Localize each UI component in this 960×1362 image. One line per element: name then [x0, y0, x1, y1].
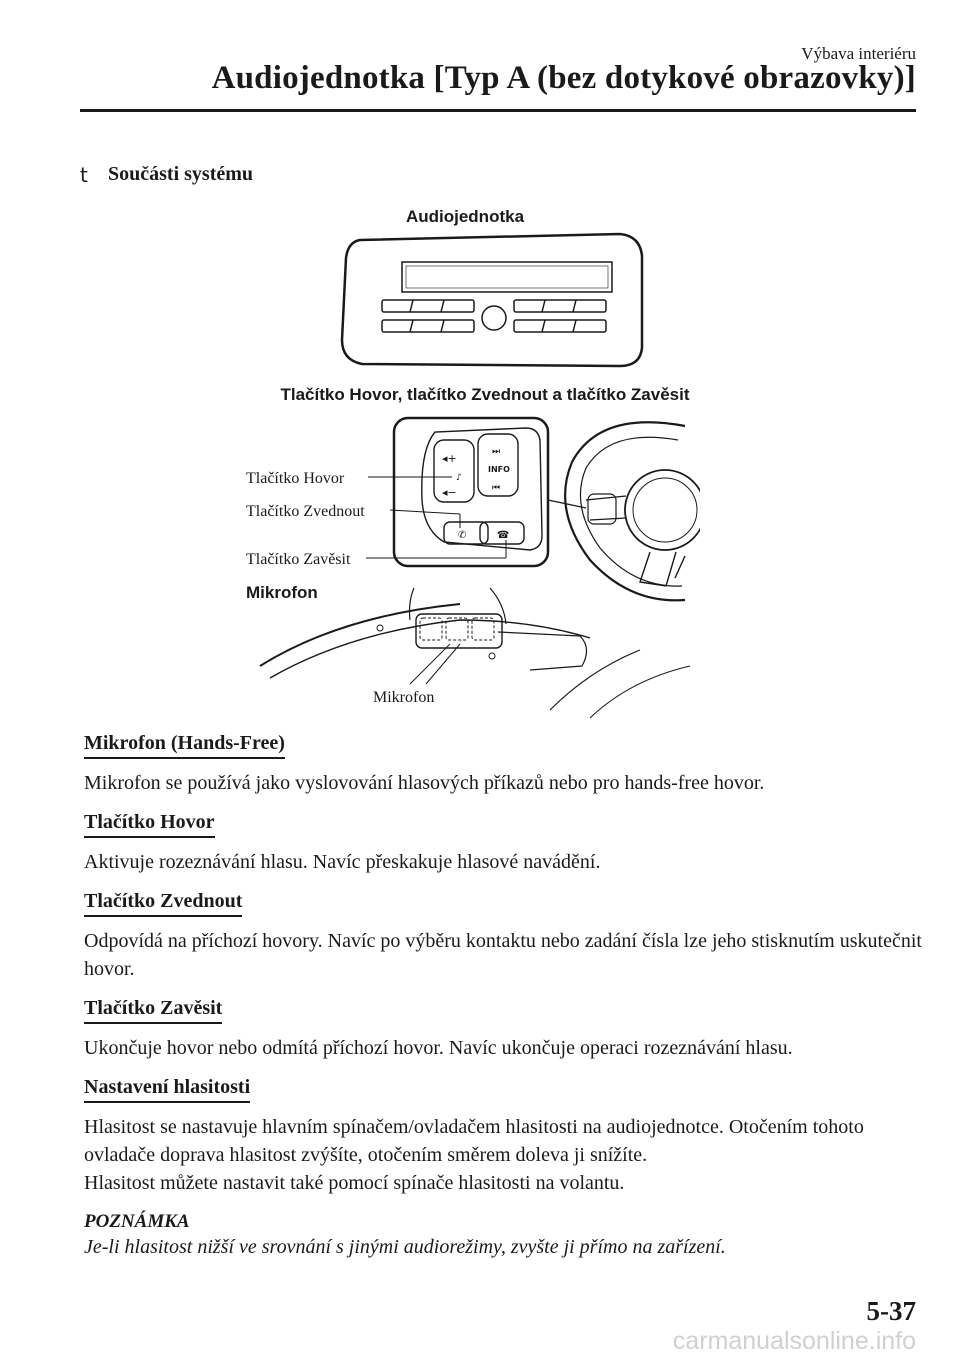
- section-bullet-icon: t: [80, 163, 88, 187]
- note-label: POZNÁMKA: [84, 1211, 190, 1232]
- next-track-icon: ⏭: [492, 447, 501, 457]
- microphone-illustration: [260, 588, 690, 718]
- content-body: [84, 732, 924, 1261]
- label-pickup-button: Tlačítko Zvednout: [246, 503, 365, 520]
- item-description: Aktivuje rozeznávání hlasu. Navíc přeskakuje hlasové navádění.: [84, 851, 601, 873]
- volume-down-icon: ◂−: [442, 486, 457, 499]
- item-heading: Tlačítko Zvednout: [84, 890, 242, 917]
- components-illustration: [230, 200, 700, 720]
- hang-up-icon: ☎: [497, 530, 510, 541]
- item-pickup-button: [84, 890, 924, 983]
- label-hangup-button: Tlačítko Zavěsit: [246, 551, 351, 568]
- label-microphone: Mikrofon: [373, 689, 435, 706]
- audio-unit-illustration: [342, 234, 642, 366]
- item-description: Ukončuje hovor nebo odmítá příchozí hovor. Navíc ukončuje operaci rozeznávání hlasu.: [84, 1037, 793, 1059]
- section-heading: Součásti systému: [108, 163, 254, 185]
- item-description: Mikrofon se používá jako vyslovování hlasových příkazů nebo pro hands-free hovor.: [84, 772, 765, 794]
- item-microphone: [84, 732, 924, 797]
- item-heading: Nastavení hlasitosti: [84, 1076, 250, 1103]
- label-talk-button: Tlačítko Hovor: [246, 470, 345, 487]
- header-divider: [80, 109, 916, 112]
- steering-wheel-illustration: [548, 422, 700, 600]
- item-talk-button: [84, 811, 924, 876]
- label-steering-buttons: Tlačítko Hovor, tlačítko Zvednout a tlačítko Zavěsit: [280, 385, 690, 404]
- item-heading: Tlačítko Zavěsit: [84, 997, 222, 1024]
- item-description: Odpovídá na příchozí hovory. Navíc po výběru kontaktu nebo zadání čísla lze jeho stisknutím uskutečnit hovor.: [84, 930, 922, 980]
- talk-icon: ♪: [456, 473, 462, 483]
- previous-track-icon: ⏮: [492, 483, 501, 493]
- item-hangup-button: [84, 997, 924, 1062]
- header-section-name: Výbava interiéru: [801, 44, 916, 63]
- page-number: 5-37: [866, 1296, 916, 1326]
- item-description: Hlasitost se nastavuje hlavním spínačem/ovladačem hlasitosti na audiojednotce. Otočením tohoto ovladače doprava hlasitost zvýšíte, otočením směrem doleva ji snížíte. Hlasitost můžete nastavit také pomocí spínače hlasitosti na volantu.: [84, 1116, 864, 1194]
- label-audio-unit: Audiojednotka: [405, 207, 525, 226]
- watermark: carmanualsonline.info: [672, 1327, 916, 1355]
- item-heading: Mikrofon (Hands-Free): [84, 732, 285, 759]
- label-microphone-group: Mikrofon: [246, 583, 318, 602]
- page-title: Audiojednotka [Typ A (bez dotykové obrazovky)]: [211, 60, 916, 96]
- volume-up-icon: ◂+: [442, 452, 457, 465]
- info-button-label: INFO: [488, 465, 510, 474]
- steering-switch-illustration: [366, 418, 548, 566]
- pick-up-icon: ✆: [458, 530, 467, 541]
- item-volume: [84, 1076, 924, 1197]
- note-text: Je-li hlasitost nižší ve srovnání s jinými audiorežimy, zvyšte ji přímo na zařízení.: [84, 1236, 726, 1258]
- item-heading: Tlačítko Hovor: [84, 811, 215, 838]
